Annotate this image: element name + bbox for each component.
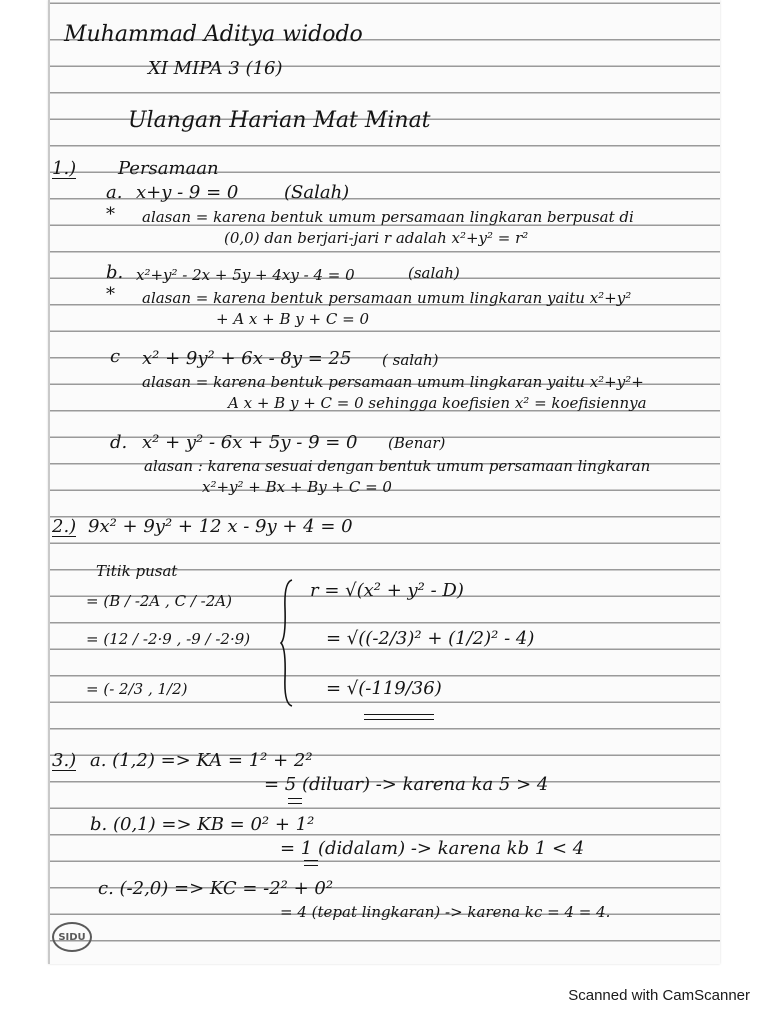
q3b-line1: b. (0,1) => KB = 0² + 1²	[90, 814, 315, 835]
q2-number: 2.)	[52, 516, 77, 537]
q1-heading: Persamaan	[118, 158, 219, 179]
q1b-equation: x²+y² - 2x + 5y + 4xy - 4 = 0	[136, 266, 355, 284]
scanner-watermark: Scanned with CamScanner	[568, 987, 750, 1004]
q2-radius-1: r = √(x² + y² - D)	[310, 580, 464, 601]
q3c-line2: = 4 (tepat lingkaran) -> karena kc = 4 = 4.	[280, 903, 611, 921]
q1c-label: c	[110, 346, 121, 367]
notebook-page	[48, 0, 720, 964]
q2-radius-2: = √((-2/3)² + (1/2)² - 4)	[326, 628, 535, 649]
q2-step3-a: - 2/3	[109, 680, 144, 698]
q1d-reason-1: alasan : karena sesuai dengan bentuk umum persamaan lingkaran	[144, 457, 651, 475]
q1a-verdict: (Salah)	[284, 182, 350, 203]
q2-double-underline	[364, 714, 434, 720]
q3-number: 3.)	[52, 750, 77, 771]
q2-step2-a: 12 / -2·9	[109, 630, 172, 648]
q1d-verdict: (Benar)	[388, 434, 446, 452]
q1a-equation: x+y - 9 = 0	[136, 182, 239, 203]
q1d-reason-2: x²+y² + Bx + By + C = 0	[202, 478, 392, 496]
q1a-star: *	[106, 204, 115, 225]
q2-brace	[280, 578, 294, 708]
q2-step1-b: C / -2A	[174, 592, 227, 610]
q1b-star: *	[106, 284, 115, 305]
student-name: Muhammad Aditya widodo	[64, 22, 363, 47]
q1c-verdict: ( salah)	[382, 351, 439, 369]
q1c-reason-2: A x + B y + C = 0 sehingga koefisien x² = koefisiennya	[228, 394, 647, 412]
q1d-equation: x² + y² - 6x + 5y - 9 = 0	[142, 432, 358, 453]
q3b-line2: = 1 (didalam) -> karena kb 1 < 4	[280, 838, 585, 859]
q2-equation: 9x² + 9y² + 12 x - 9y + 4 = 0	[88, 516, 353, 537]
sidu-logo-stamp: SIDU	[52, 922, 92, 952]
q1c-equation: x² + 9y² + 6x - 8y = 25	[142, 348, 352, 369]
q3b-double-underline	[304, 860, 318, 866]
margin-line	[48, 0, 50, 964]
q2-center-step1: = (B / -2A , C / -2A)	[86, 592, 232, 610]
q1a-reason-1: alasan = karena bentuk umum persamaan lingkaran berpusat di	[142, 208, 634, 226]
q2-step1-a: B / -2A	[109, 592, 161, 610]
q2-center-step3: = (- 2/3 , 1/2)	[86, 680, 188, 698]
q3c-line1: c. (-2,0) => KC = -2² + 0²	[98, 878, 334, 899]
q3a-line2: = 5 (diluar) -> karena ka 5 > 4	[264, 774, 549, 795]
class-info: XI MIPA 3 (16)	[148, 58, 283, 79]
q3a-line1: a. (1,2) => KA = 1² + 2²	[90, 750, 313, 771]
q1a-label: a.	[106, 182, 123, 203]
q2-radius-3: = √(-119/36)	[326, 678, 442, 699]
q2-step2-b: -9 / -2·9	[186, 630, 245, 648]
q1b-reason-1: alasan = karena bentuk persamaan umum lingkaran yaitu x²+y²	[142, 289, 632, 307]
q2-center-step2: = (12 / -2·9 , -9 / -2·9)	[86, 630, 251, 648]
q3a-double-underline	[288, 798, 302, 804]
q1-number: 1.)	[52, 158, 77, 179]
q1b-label: b.	[106, 262, 124, 283]
q1b-reason-2: + A x + B y + C = 0	[216, 310, 369, 328]
q1b-verdict: (salah)	[408, 264, 460, 282]
q2-center-heading: Titik pusat	[96, 562, 178, 580]
page-title: Ulangan Harian Mat Minat	[128, 108, 431, 133]
q2-step3-b: 1/2	[157, 680, 182, 698]
q1d-label: d.	[110, 432, 128, 453]
q1c-reason-1: alasan = karena bentuk persamaan umum lingkaran yaitu x²+y²+	[142, 373, 644, 391]
q1a-reason-2: (0,0) dan berjari-jari r adalah x²+y² = r²	[224, 229, 529, 247]
